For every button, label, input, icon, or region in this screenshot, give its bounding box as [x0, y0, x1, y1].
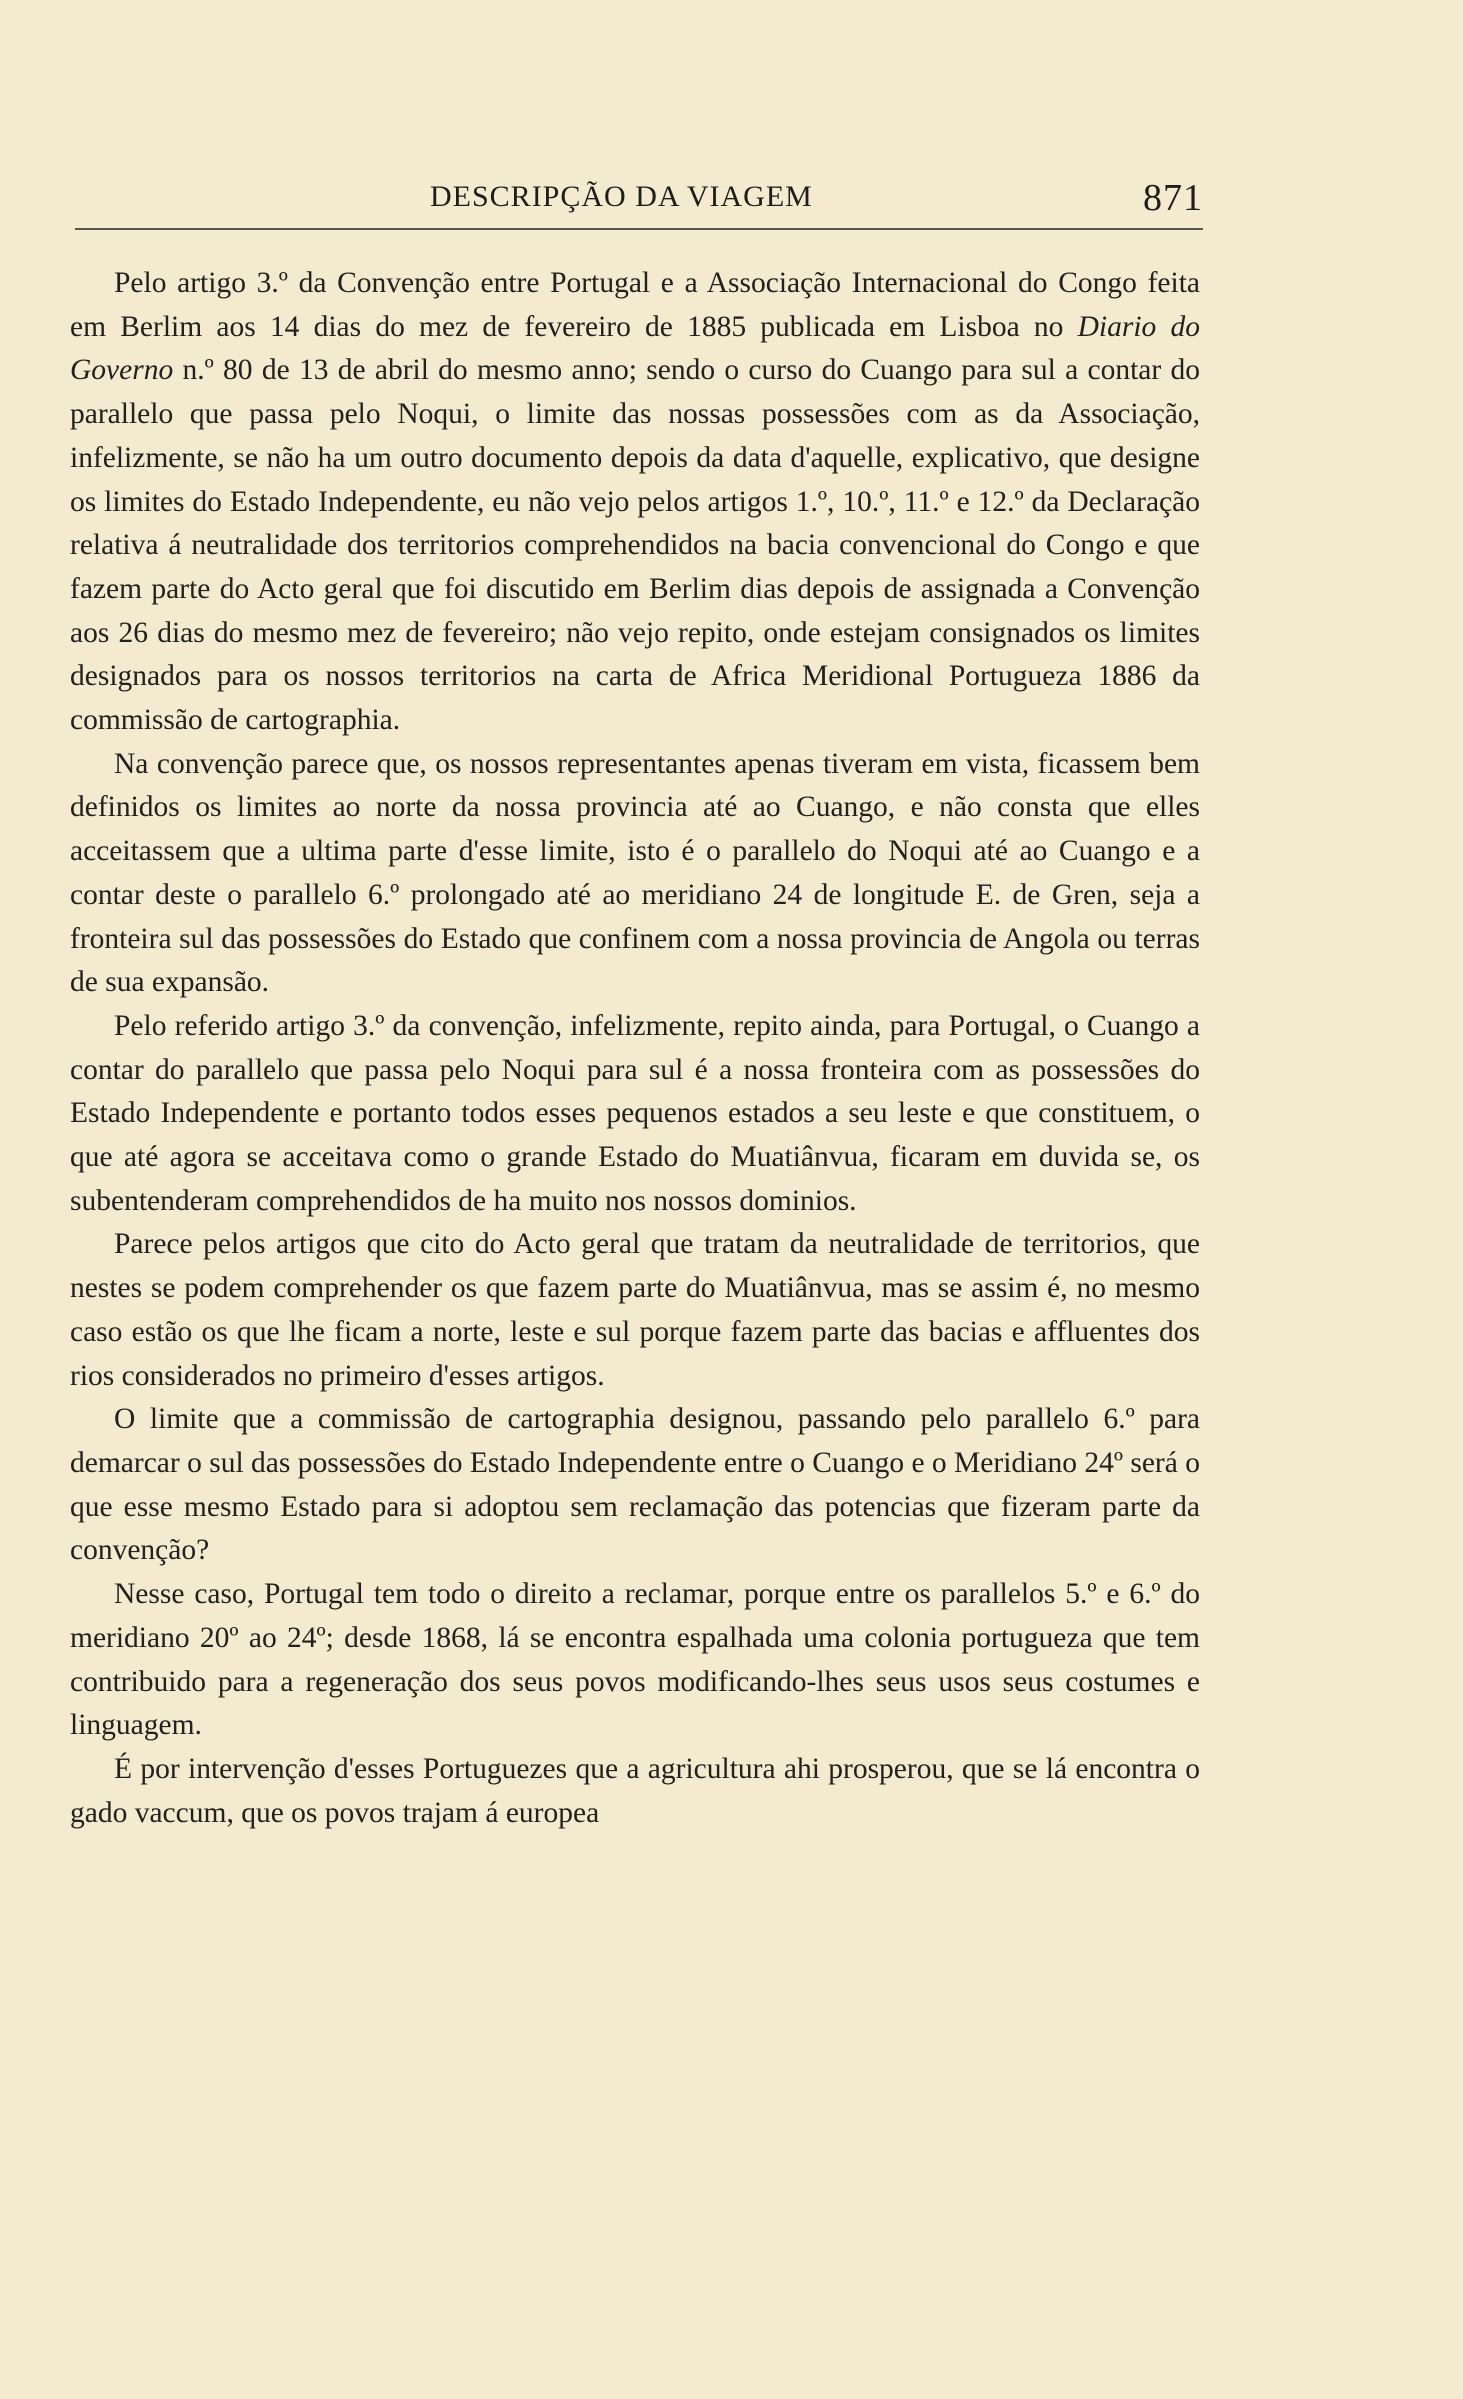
paragraph-1-text-a: Pelo artigo 3.º da Convenção entre Portugal e a Associação Internacional do Congo feita em Berlim aos 14 dias do mez de fevereiro de 1885 publicada em Lisboa no [70, 267, 1200, 343]
page-number: 871 [1143, 177, 1203, 219]
running-head [430, 176, 1203, 220]
paragraph-1-text-b: n.º 80 de 13 de abril do mesmo anno; sendo o curso do Cuango para sul a contar do parallelo que passa pelo Noqui, o limite das nossas possessões com as da Associação, infelizmente, se não ha um outro documento depois da data d'aquelle, explicativo, que designe os limites do Estado Independente, eu não vejo pelos artigos 1.º, 10.º, 11.º e 12.º da Declaração relativa á neutralidade dos territorios comprehendidos na bacia convencional do Congo e que fazem parte do Acto geral que foi discutido em Berlim dias depois de assignada a Convenção aos 26 dias do mesmo mez de fevereiro; não vejo repito, onde estejam consignados os limites designados para os nossos territorios na carta de Africa Meridional Portugueza 1886 da commissão de cartographia. [70, 354, 1200, 737]
paragraph-4: Parece pelos artigos que cito do Acto geral que tratam da neutralidade de territorios, que nestes se podem comprehender os que fazem parte do Muatiânvua, mas se assim é, no mesmo caso estão os que lhe ficam a norte, leste e sul porque fazem parte das bacias e affluentes dos rios considerados no primeiro d'esses artigos. [70, 1228, 1200, 1392]
paragraph-1 [70, 262, 1200, 743]
running-head-title: DESCRIPÇÃO DA VIAGEM [430, 180, 813, 213]
header-rule [75, 228, 1203, 230]
paragraph-2: Na convenção parece que, os nossos representantes apenas tiveram em vista, ficassem bem definidos os limites ao norte da nossa provincia até ao Cuango, e não consta que elles acceitassem que a ultima parte d'esse limite, isto é o parallelo do Noqui até ao Cuango e a contar deste o parallelo 6.º prolongado até ao meridiano 24 de longitude E. de Gren, seja a fronteira sul das possessões do Estado que confinem com a nossa provincia de Angola ou terras de sua expansão. [70, 747, 1200, 999]
newspaper-title: Diario do Governo [70, 310, 1200, 387]
body-text [70, 262, 1200, 1835]
paragraph-7: É por intervenção d'esses Portuguezes que a agricultura ahi prosperou, que se lá encontra o gado vaccum, que os povos trajam á europea [70, 1752, 1200, 1829]
paragraph-6: Nesse caso, Portugal tem todo o direito a reclamar, porque entre os parallelos 5.º e 6.º do meridiano 20º ao 24º; desde 1868, lá se encontra espalhada uma colonia portugueza que tem contribuido para a regeneração dos seus povos modificando-lhes seus usos seus costumes e linguagem. [70, 1578, 1200, 1742]
paragraph-3: Pelo referido artigo 3.º da convenção, infelizmente, repito ainda, para Portugal, o Cuango a contar do parallelo que passa pelo Noqui para sul é a nossa fronteira com as possessões do Estado Independente e portanto todos esses pequenos estados a seu leste e que constituem, o que até agora se acceitava como o grande Estado do Muatiânvua, ficaram em duvida se, os subentenderam comprehendidos de ha muito nos nossos dominios. [70, 1009, 1200, 1217]
paragraph-5: O limite que a commissão de cartographia designou, passando pelo parallelo 6.º para demarcar o sul das possessões do Estado Independente entre o Cuango e o Meridiano 24º será o que esse mesmo Estado para si adoptou sem reclamação das potencias que fizeram parte da convenção? [70, 1403, 1200, 1567]
